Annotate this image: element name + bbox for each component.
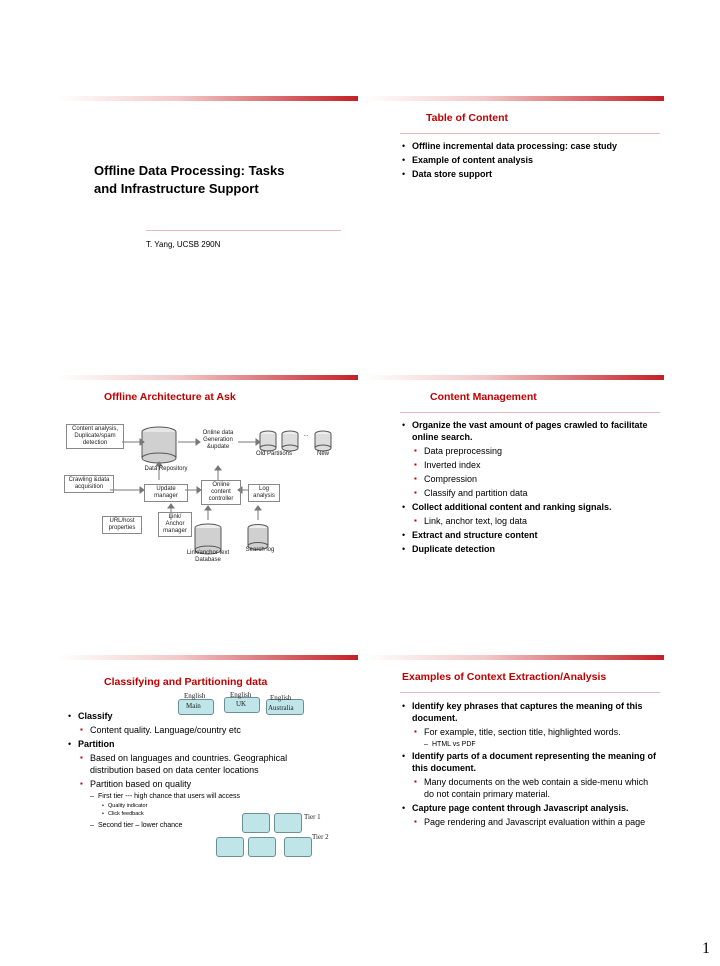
bullet: • Extract and structure content bbox=[402, 529, 658, 541]
slide-title: Offline Architecture at Ask bbox=[104, 391, 236, 403]
content-analysis-box: Content analysis, Duplicate/spam detection bbox=[66, 424, 124, 449]
english-uk-label-2: UK bbox=[236, 700, 247, 708]
sub-bullet: ▪ Based on languages and countries. Geographical distribution based on data center locations bbox=[68, 752, 318, 776]
search-log-cylinder bbox=[248, 525, 268, 550]
slide-title: Content Management bbox=[430, 391, 537, 403]
sub-bullet: ▪ For example, title, section title, highlighted words. bbox=[402, 726, 658, 738]
log-analysis-box: Log analysis bbox=[248, 484, 280, 502]
ellipsis-label: ... bbox=[303, 432, 309, 438]
bullet: • Collect additional content and ranking signals. bbox=[402, 501, 658, 513]
english-uk-label-1: English bbox=[230, 691, 252, 699]
toc-item: • Offline incremental data processing: case study bbox=[402, 140, 652, 152]
online-data-generation-box: Online data Generation &update bbox=[202, 430, 234, 450]
slide-header-bar bbox=[58, 655, 358, 660]
tier2-box-a bbox=[216, 837, 244, 857]
slide-title-line2: and Infrastructure Support bbox=[94, 181, 259, 196]
slide-classifying bbox=[58, 655, 358, 875]
sub-bullet: ▪ Page rendering and Javascript evaluation within a page bbox=[402, 816, 658, 828]
tier1-box-a bbox=[242, 813, 270, 833]
slide-header-bar bbox=[58, 96, 358, 101]
slide-title: Examples of Context Extraction/Analysis bbox=[402, 671, 607, 683]
slide-title: Table of Content bbox=[426, 112, 509, 124]
sub-sub-bullet: – First tier --- high chance that users will access bbox=[68, 792, 318, 801]
tier2-box-c bbox=[284, 837, 312, 857]
crawling-box: Crawling &data acquisition bbox=[64, 475, 114, 493]
link-database-label: Link/anchor text Database bbox=[186, 550, 230, 563]
bullet: • Partition bbox=[68, 738, 318, 750]
content-list bbox=[402, 419, 658, 557]
context-list bbox=[402, 700, 658, 830]
toc-list bbox=[402, 140, 652, 182]
title-divider bbox=[400, 692, 660, 693]
slide-title-line1: Offline Data Processing: Tasks bbox=[94, 163, 285, 178]
search-log-label: Search log bbox=[245, 547, 275, 553]
english-au-label-1: English bbox=[270, 694, 292, 702]
bullet: • Identify key phrases that captures the meaning of this document. bbox=[402, 700, 658, 724]
bullet: • Identify parts of a document representing the meaning of this document. bbox=[402, 750, 658, 774]
slide-context-extraction bbox=[364, 655, 664, 875]
link-anchor-manager-box: Link/ Anchor manager bbox=[158, 512, 192, 537]
sub-bullet: ▪ Content quality. Language/country etc bbox=[68, 724, 318, 736]
detail-bullet: • Quality indicator bbox=[68, 802, 318, 810]
slide-header-bar bbox=[364, 655, 664, 660]
slide-title bbox=[58, 96, 358, 316]
update-manager-box: Update manager bbox=[144, 484, 188, 502]
slide-title: Classifying and Partitioning data bbox=[104, 676, 268, 688]
new-label: New bbox=[316, 451, 329, 457]
sub-bullet: ▪ Partition based on quality bbox=[68, 778, 318, 790]
tier1-box-b bbox=[274, 813, 302, 833]
sub-bullet: ▪ Data preprocessing bbox=[402, 445, 658, 457]
sub-sub-bullet: – Second tier – lower chance bbox=[68, 821, 318, 830]
author: T. Yang, UCSB 290N bbox=[146, 240, 221, 249]
sub-bullet: ▪ Link, anchor text, log data bbox=[402, 515, 658, 527]
sub-sub-bullet: – HTML vs PDF bbox=[402, 740, 658, 749]
english-main-label-1: English bbox=[184, 692, 206, 700]
sub-bullet: ▪ Compression bbox=[402, 473, 658, 485]
bullet: • Capture page content through Javascript analysis. bbox=[402, 802, 658, 814]
online-content-controller-box: Online content controller bbox=[201, 480, 241, 505]
bullet: • Classify bbox=[68, 710, 318, 722]
slide-content-management bbox=[364, 375, 664, 595]
data-repository-cylinder bbox=[142, 427, 176, 463]
page-number: 1 bbox=[702, 940, 710, 957]
bullet: • Duplicate detection bbox=[402, 543, 658, 555]
toc-item: • Example of content analysis bbox=[402, 154, 652, 166]
partition-cylinders bbox=[260, 431, 331, 451]
old-partitions-label: Old Partitions bbox=[255, 451, 292, 457]
sub-bullet: ▪ Classify and partition data bbox=[402, 487, 658, 499]
title-divider bbox=[146, 230, 341, 231]
title-divider bbox=[400, 412, 660, 413]
slide-architecture bbox=[58, 375, 358, 595]
toc-item: • Data store support bbox=[402, 168, 652, 180]
url-host-box: URL/host properties bbox=[102, 516, 142, 534]
sub-bullet: ▪ Many documents on the web contain a side-menu which do not contain primary material. bbox=[402, 776, 658, 800]
tier2-label: Tier 2 bbox=[312, 833, 329, 841]
english-au-label-2: Australia bbox=[268, 704, 294, 712]
slide-header-bar bbox=[364, 96, 664, 101]
english-main-label-2: Main bbox=[186, 702, 201, 710]
tier1-label: Tier 1 bbox=[304, 813, 321, 821]
slide-header-bar bbox=[364, 375, 664, 380]
architecture-diagram bbox=[58, 420, 358, 590]
title-divider bbox=[400, 133, 660, 134]
detail-bullet: • Click feedback bbox=[68, 810, 318, 818]
slide-header-bar bbox=[58, 375, 358, 380]
data-repository-label: Data Repository bbox=[144, 466, 188, 472]
sub-bullet: ▪ Inverted index bbox=[402, 459, 658, 471]
bullet: • Organize the vast amount of pages crawled to facilitate online search. bbox=[402, 419, 658, 443]
slide-toc bbox=[364, 96, 664, 316]
tier2-box-b bbox=[248, 837, 276, 857]
